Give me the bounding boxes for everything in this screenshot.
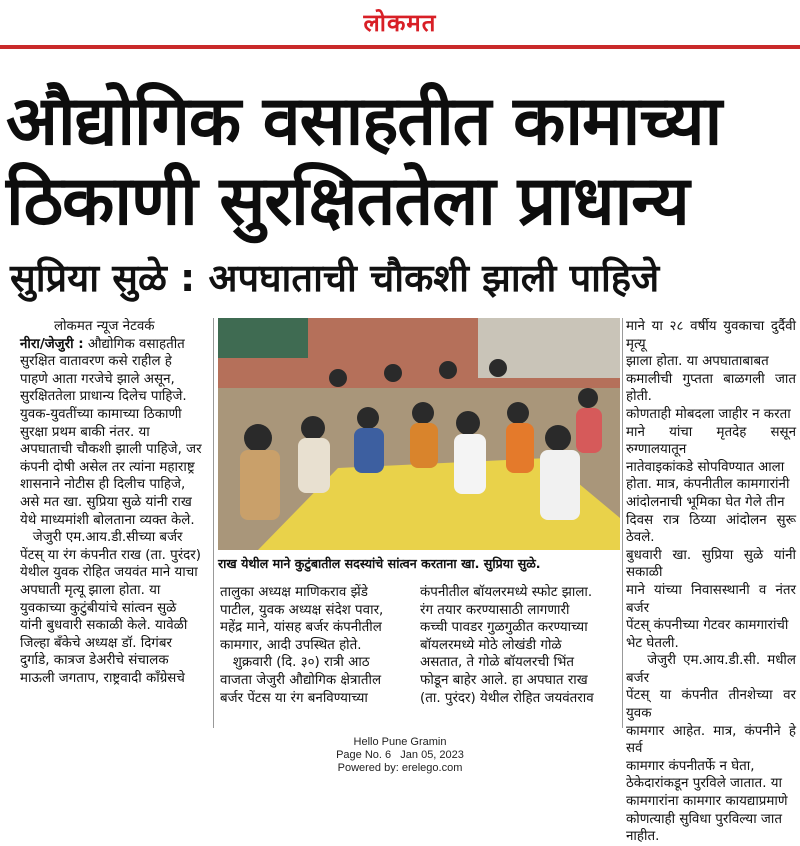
col4-line: आंदोलनाची भूमिका घेत गेले तीन bbox=[626, 494, 785, 510]
col3-line: कंपनीतील बॉयलरमध्ये स्फोट झाला. bbox=[420, 585, 593, 600]
news-photo bbox=[218, 318, 620, 550]
col2-line: शुक्रवारी (दि. ३०) रात्री आठ bbox=[232, 655, 370, 671]
page-info: Page No. 6 Jan 05, 2023 bbox=[336, 749, 464, 761]
powered-by: Powered by: erelego.com bbox=[337, 762, 463, 774]
col4-line: भेट घेतली. bbox=[626, 635, 679, 651]
col4-line: कमालीची गुप्तता बाळगली जात होती. bbox=[626, 371, 796, 405]
col3-line: बॉयलरमध्ये मोठे लोखंडी गोळे bbox=[420, 637, 562, 653]
column-2-text bbox=[220, 584, 414, 707]
col2-line: बर्जर पेंटस या रंग बनविण्याच्या bbox=[220, 690, 368, 706]
edition-name: Hello Pune Gramin bbox=[353, 736, 447, 748]
col1-line: सुरक्षा प्रथम बाकी नंतर. या bbox=[20, 424, 150, 440]
photo-caption: राख येथील माने कुटुंबातील सदस्यांचे सांत्वन करताना खा. सुप्रिया सुळे. bbox=[218, 556, 541, 571]
col1-line: पेंटस् या रंग कंपनीत राख (ता. पुरंदर) bbox=[20, 547, 201, 563]
column-divider bbox=[622, 318, 623, 728]
col4-line: पेंटस् कंपनीच्या गेटवर कामगारांची bbox=[626, 618, 789, 634]
dateline: नीरा/जेजुरी : bbox=[20, 336, 84, 352]
col4-line: पेंटस् या कंपनीत तीनशेच्या वर युवक bbox=[626, 688, 796, 722]
article-column-2 bbox=[220, 584, 414, 707]
col1-line: शासनाने नोटीस ही दिलीच पाहिजे, bbox=[20, 477, 186, 493]
col1-line: जेजुरी एम.आय.डी.सीच्या बर्जर bbox=[32, 530, 183, 546]
column-3-text bbox=[420, 584, 618, 707]
col1-line: कंपनी दोषी असेल तर त्यांना महाराष्ट्र bbox=[20, 459, 195, 475]
col4-line: कोणताही मोबदला जाहीर न करता bbox=[626, 406, 791, 422]
newspaper-logo: लोकमत bbox=[363, 9, 437, 37]
col1-line: येथील युवक रोहित जयवंत माने याचा bbox=[20, 565, 198, 581]
col1-line: दुर्गाडे, कात्रज डेअरीचे संचालक bbox=[20, 653, 169, 669]
col1-line: अपघाती मृत्यू झाला होता. या bbox=[20, 582, 161, 598]
col2-line: कामगार, आदी उपस्थित होते. bbox=[220, 637, 362, 653]
masthead-divider bbox=[0, 45, 800, 49]
col4-line: ठेकेदारांकडून पुरविले जातात. या bbox=[626, 776, 782, 792]
column-1-text bbox=[20, 336, 208, 688]
col2-line: पाटील, युवक अध्यक्ष संदेश पवार, bbox=[220, 602, 384, 618]
col1-line: असे मत खा. सुप्रिया सुळे यांनी राख bbox=[20, 494, 192, 510]
col4-line: माने या २८ वर्षीय युवकाचा दुर्दैवी मृत्यू bbox=[626, 319, 796, 352]
page-footer bbox=[0, 736, 800, 775]
col4-line: कामगारांना कामगार कायद्याप्रमाणे bbox=[626, 794, 788, 810]
col4-line: माने यांच्या निवासस्थानी व नंतर बर्जर bbox=[626, 582, 796, 616]
col4-line: कोणत्याही सुविधा पुरविल्या जात bbox=[626, 811, 782, 827]
col1-line: सुरक्षिततेला प्राधान्य दिलेच पाहिजे. bbox=[20, 389, 187, 405]
col1-line: सुरक्षित वातावरण कसे राहील हे bbox=[20, 354, 172, 370]
col4-line: बुधवारी खा. सुप्रिया सुळे यांनी सकाळी bbox=[626, 547, 796, 581]
subheadline: सुप्रिया सुळे : अपघाताची चौकशी झाली पाहिजे bbox=[10, 256, 660, 300]
col3-line: असतात, ते गोळे बॉयलरची भिंत bbox=[420, 655, 575, 671]
masthead bbox=[0, 0, 800, 46]
col4-line: कामगार आहेत. मात्र, कंपनीने हे सर्व bbox=[626, 723, 796, 757]
col1-line: येथे माध्यमांशी बोलताना व्यक्त केले. bbox=[20, 512, 195, 528]
headline-line-1: औद्योगिक वसाहतीत कामाच्या bbox=[6, 82, 722, 161]
col4-line: झाला होता. या अपघाताबाबत bbox=[626, 354, 769, 370]
col1-line: युवकाच्या कुटुंबीयांचे सांत्वन सुळे bbox=[20, 600, 177, 616]
col4-line: होता. मात्र, कंपनीतील कामगारांनी bbox=[626, 477, 790, 493]
byline: लोकमत न्यूज नेटवर्क bbox=[54, 319, 155, 334]
column-divider bbox=[213, 318, 214, 728]
col4-line: माने यांचा मृतदेह ससून रुग्णालयातून bbox=[626, 424, 796, 458]
col2-line: महेंद्र माने, यांसह बर्जर कंपनीतील bbox=[220, 620, 382, 636]
article-column-3 bbox=[420, 584, 618, 707]
col4-line: नातेवाइकांकडे सोपविण्यात आला bbox=[626, 459, 785, 475]
col1-line: माऊली जगताप, राष्ट्रवादी काँग्रेसचे bbox=[20, 670, 185, 686]
col1-line: यांनी बुधवारी सकाळी केले. यावेळी bbox=[20, 618, 188, 634]
col3-line: रंग तयार करण्यासाठी लागणारी bbox=[420, 602, 570, 618]
col4-line: कामगार कंपनीतर्फे न घेता, bbox=[626, 758, 755, 774]
col3-line: (ता. पुरंदर) येथील रोहित जयवंतराव bbox=[420, 690, 594, 706]
col3-line: फोडून बाहेर आले. हा अपघात राख bbox=[420, 672, 588, 688]
headline-line-2: ठिकाणी सुरक्षिततेला प्राधान्य bbox=[6, 162, 689, 241]
photo-illustration bbox=[218, 318, 620, 550]
col4-line: दिवस रात्र ठिय्या आंदोलन सुरू ठेवले. bbox=[626, 512, 796, 546]
article-column-1 bbox=[20, 318, 208, 687]
col1-line: औद्योगिक वसाहतीत bbox=[87, 336, 185, 352]
col2-line: वाजता जेजुरी औद्योगिक क्षेत्रातील bbox=[220, 672, 382, 688]
col2-line: तालुका अध्यक्ष माणिकराव झेंडे bbox=[220, 585, 368, 600]
col1-line: पाहणे आता गरजेचे झाले असून, bbox=[20, 371, 175, 387]
col4-line: जेजुरी एम.आय.डी.सी. मधील बर्जर bbox=[626, 653, 796, 686]
col3-line: कच्ची पावडर गुळगुळीत करण्याच्या bbox=[420, 620, 588, 636]
col1-line: युवक-युवतींच्या कामाच्या ठिकाणी bbox=[20, 406, 182, 422]
col1-line: जिल्हा बँकेचे अध्यक्ष डॉ. दिगंबर bbox=[20, 635, 172, 651]
col1-line: अपघाताची चौकशी झाली पाहिजे, जर bbox=[20, 442, 202, 458]
col4-line: नाहीत. bbox=[626, 829, 660, 845]
